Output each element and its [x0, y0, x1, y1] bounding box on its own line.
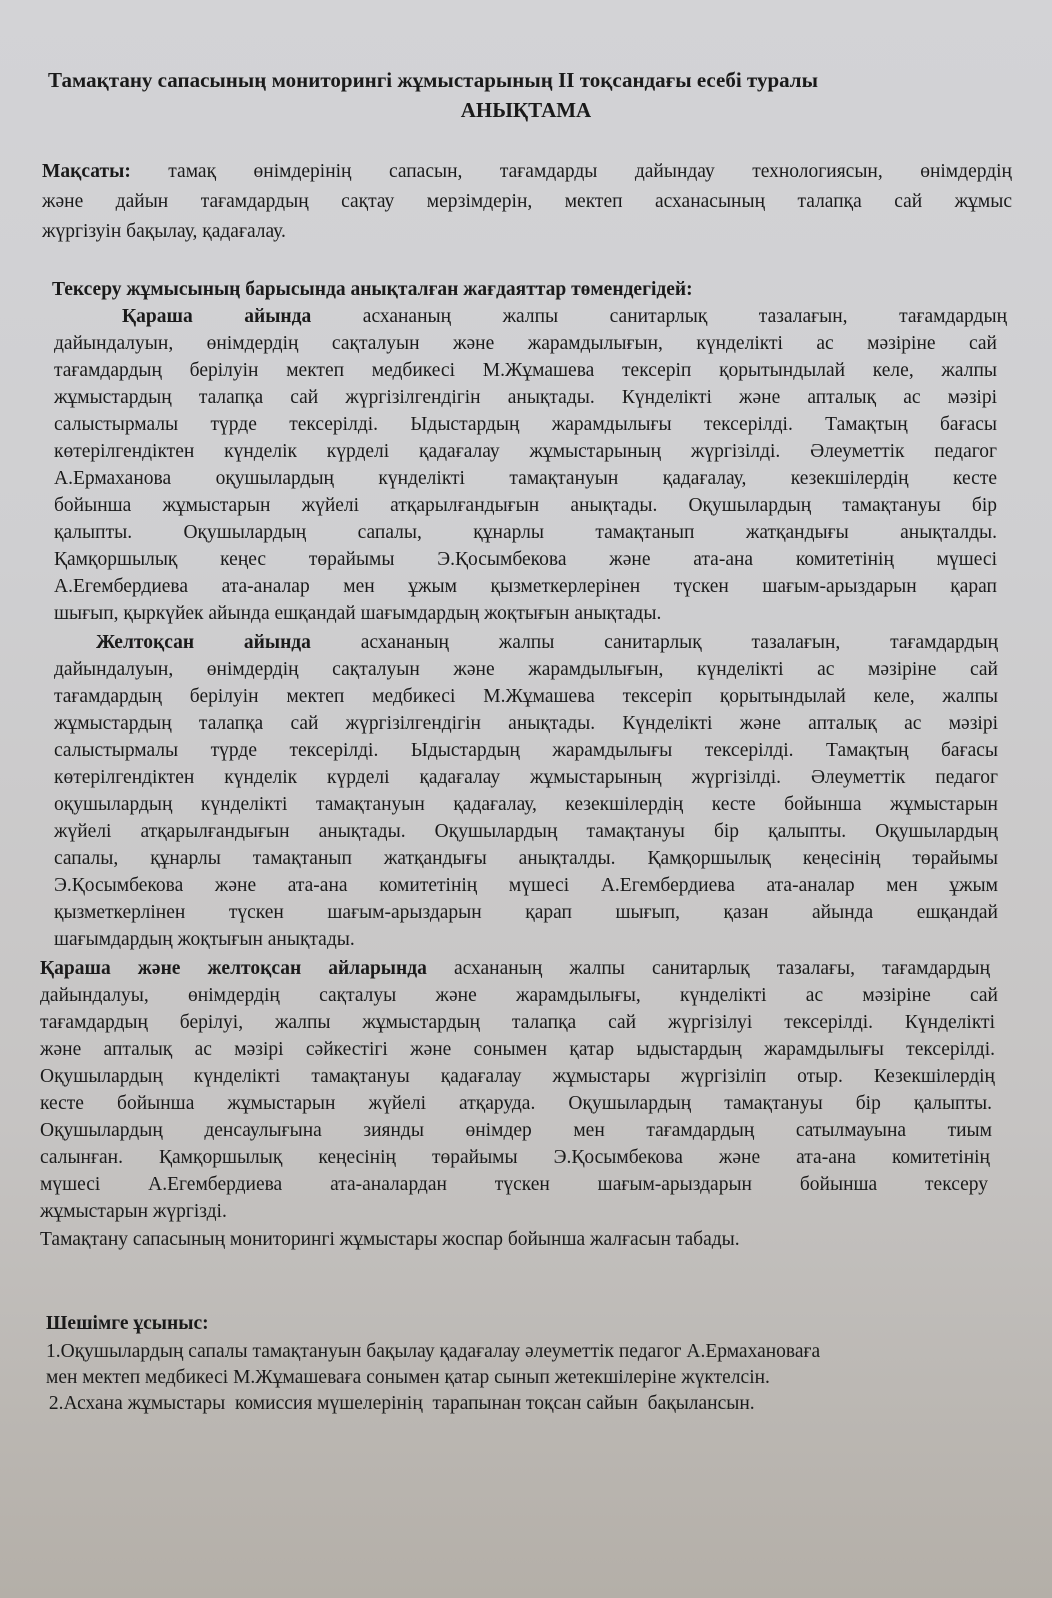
november-line-4: жұмыстардың талапқа сай жүргізілгендігін анықтады. Күнделікті және апталық ас мәзірі: [54, 387, 997, 408]
december-line-6: көтерілгендіктен күнделік күрделі қадағалау жұмыстарының жүргізілді. Әлеуметтік педагог: [54, 767, 998, 788]
december-line-1: Желтоқсан айында асхананың жалпы санитарлық тазалағын, тағамдардың: [96, 632, 999, 653]
both-months-line-6: кесте бойынша жұмыстарын жүйелі атқаруда. Оқушылардың тамақтануы бір қалыпты.: [40, 1093, 992, 1114]
december-line-12: шағымдардың жоқтығын анықтады.: [54, 929, 355, 950]
december-line-9: сапалы, құнарлы тамақтанып жатқандығы анықталды. Қамқоршылық кеңесінің төрайымы: [54, 848, 998, 869]
december-line-3: тағамдардың берілуін мектеп медбикесі М.Жұмашева тексеріп қорытындылай келе, жалпы: [54, 686, 998, 707]
continuation-text: Тамақтану сапасының мониторингі жұмыстары жоспар бойынша жалғасын табады.: [40, 1229, 740, 1250]
november-line-10: Қамқоршылық кеңес төрайымы Э.Қосымбекова және ата-ана комитетінің мүшесі: [54, 549, 997, 570]
purpose-label: Мақсаты:: [42, 161, 131, 182]
findings-heading: Тексеру жұмысының барысында анықталған жағдаяттар төмендегідей:: [52, 279, 693, 300]
november-line-5: салыстырмалы түрде тексерілді. Ыдыстардың жарамдылығы тексерілді. Тамақтың бағасы: [54, 414, 997, 435]
purpose-line-3: жүргізуін бақылау, қадағалау.: [42, 221, 286, 242]
december-line-4: жұмыстардың талапқа сай жүргізілгендігін анықтады. Күнделікті және апталық ас мәзірі: [54, 713, 998, 734]
november-line-1: Қараша айында асхананың жалпы санитарлық тазалағын, тағамдардың: [122, 306, 1007, 327]
recommendation-2: 2.Асхана жұмыстары комиссия мүшелерінің тарапынан тоқсан сайын бақылансын.: [44, 1393, 755, 1414]
both-months-line-2: дайындалуы, өнімдердің сақталуы және жарамдылығы, күнделікті ас мәзіріне сай: [40, 985, 998, 1006]
december-line-7: оқушылардың күнделікті тамақтануын қадағалау, кезекшілердің кесте бойынша жұмыстарын: [54, 794, 998, 815]
november-line-8: бойынша жұмыстарын жүйелі атқарылғандығын анықтады. Оқушылардың тамақтануы бір: [54, 495, 997, 516]
november-line-7: А.Ермаханова оқушылардың күнделікті тамақтануын қадағалау, кезекшілердің кесте: [54, 468, 997, 489]
recommendations-heading: Шешімге ұсыныс:: [46, 1313, 209, 1334]
november-line-9: қалыпты. Оқушылардың сапалы, құнарлы тамақтанып жатқандығы анықталды.: [54, 522, 997, 543]
document-title: Тамақтану сапасының мониторингі жұмыстарының II тоқсандағы есебі туралы: [48, 68, 818, 92]
november-lead: Қараша айында: [122, 306, 312, 327]
december-line-10: Э.Қосымбекова және ата-ана комитетінің мүшесі А.Егембердиева ата-аналар мен ұжым: [54, 875, 998, 896]
purpose-line-2: және дайын тағамдардың сақтау мерзімдерін, мектеп асханасының талапқа сай жұмыс: [42, 191, 1012, 212]
both-months-line-1: Қараша және желтоқсан айларында асхананың жалпы санитарлық тазалағы, тағамдардың: [40, 958, 991, 979]
november-line-2: дайындалуын, өнімдердің сақталуын және жарамдылығын, күнделікті ас мәзіріне сай: [54, 333, 997, 354]
document-subtitle: АНЫҚТАМА: [460, 98, 592, 122]
both-months-line-5: Оқушылардың күнделікті тамақтануы қадағалау жұмыстары жүргізіліп отыр. Кезекшілердің: [40, 1066, 995, 1087]
december-line-11: қызметкерлінен түскен шағым-арыздарын қарап шығып, қазан айында ешқандай: [54, 902, 998, 923]
december-lead: Желтоқсан айында: [96, 632, 311, 653]
december-line-5: салыстырмалы түрде тексерілді. Ыдыстардың жарамдылығы тексерілді. Тамақтың бағасы: [54, 740, 998, 761]
both-months-line-7: Оқушылардың денсаулығына зиянды өнімдер мен тағамдардың сатылмауына тиым: [40, 1120, 992, 1141]
purpose-line-1: Мақсаты: тамақ өнімдерінің сапасын, тағамдарды дайындау технологиясын, өнімдердің: [42, 161, 1012, 182]
both-months-lead: Қараша және желтоқсан айларында: [40, 958, 427, 979]
december-line-8: жүйелі атқарылғандығын анықтады. Оқушылардың тамақтануы бір қалыпты. Оқушылардың: [54, 821, 998, 842]
recommendation-1a: 1.Оқушылардың сапалы тамақтануын бақылау қадағалау әлеуметтік педагог А.Ермахановаға: [46, 1341, 821, 1362]
both-months-line-10: жұмыстарын жүргізді.: [40, 1201, 227, 1222]
december-line-2: дайындалуын, өнімдердің сақталуын және жарамдылығын, күнделікті ас мәзіріне сай: [54, 659, 998, 680]
both-months-line-4: және апталық ас мәзірі сәйкестігі және сонымен қатар ыдыстардың жарамдылығы тексерілді.: [40, 1039, 995, 1060]
both-months-line-8: салынған. Қамқоршылық кеңесінің төрайымы Э.Қосымбекова және ата-ана комитетінің: [40, 1147, 990, 1168]
recommendation-1b: мен мектеп медбикесі М.Жұмашеваға сонымен қатар сынып жетекшілеріне жүктелсін.: [46, 1367, 770, 1388]
november-line-12: шығып, қыркүйек айында ешқандай шағымдардың жоқтығын анықтады.: [54, 603, 662, 624]
both-months-line-9: мүшесі А.Егембердиева ата-аналардан түскен шағым-арыздарын бойынша тексеру: [40, 1174, 988, 1195]
both-months-line-3: тағамдардың берілуі, жалпы жұмыстардың талапқа сай жүргізілуі тексерілді. Күнделікті: [40, 1012, 995, 1033]
november-line-3: тағамдардың берілуін мектеп медбикесі М.Жұмашева тексеріп қорытындылай келе, жалпы: [54, 360, 997, 381]
november-line-6: көтерілгендіктен күнделік күрделі қадағалау жұмыстарының жүргізілді. Әлеуметтік педагог: [54, 441, 997, 462]
november-line-11: А.Егембердиева ата-аналар мен ұжым қызметкерлерінен түскен шағым-арыздарын қарап: [54, 576, 997, 597]
